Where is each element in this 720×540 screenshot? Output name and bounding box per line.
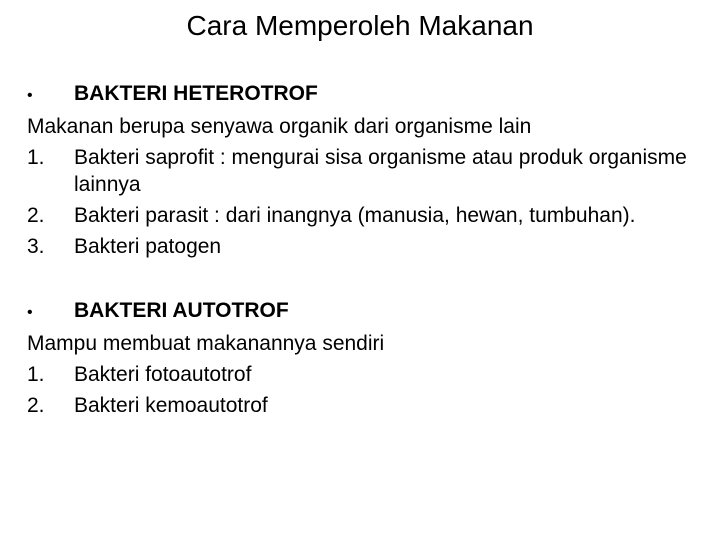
list-item (27, 390, 697, 421)
slide-title: Cara Memperoleh Makanan (186, 10, 534, 41)
list-item-text: Bakteri fotoautotrof (74, 363, 252, 386)
section-heading-line (27, 78, 697, 111)
bullet-icon: • (27, 87, 33, 104)
numbered-list (27, 359, 697, 421)
section-heterotrof (27, 78, 697, 262)
list-item-text: Bakteri patogen (74, 235, 222, 258)
section-heading: BAKTERI AUTOTROF (74, 299, 289, 322)
section-heading-line (27, 295, 697, 328)
list-item (27, 142, 697, 200)
list-number: 2. (27, 204, 45, 227)
list-item-text: Bakteri kemoautotrof (74, 394, 268, 417)
bullet-icon: • (27, 304, 33, 321)
list-item-text: Bakteri saprofit : mengurai sisa organisme atau produk organisme lainnya (74, 146, 687, 196)
list-item (27, 200, 697, 231)
list-number: 2. (27, 394, 45, 417)
section-autotrof (27, 295, 697, 421)
slide-content (27, 78, 697, 421)
list-number: 1. (27, 146, 45, 169)
numbered-list (27, 142, 697, 262)
list-item (27, 359, 697, 390)
section-heading: BAKTERI HETEROTROF (74, 82, 318, 105)
list-number: 1. (27, 363, 45, 386)
list-item (27, 231, 697, 262)
section-description: Mampu membuat makanannya sendiri (27, 332, 385, 355)
list-item-text: Bakteri parasit : dari inangnya (manusia, hewan, tumbuhan). (74, 204, 636, 227)
list-number: 3. (27, 235, 45, 258)
section-description: Makanan berupa senyawa organik dari organisme lain (27, 115, 532, 138)
